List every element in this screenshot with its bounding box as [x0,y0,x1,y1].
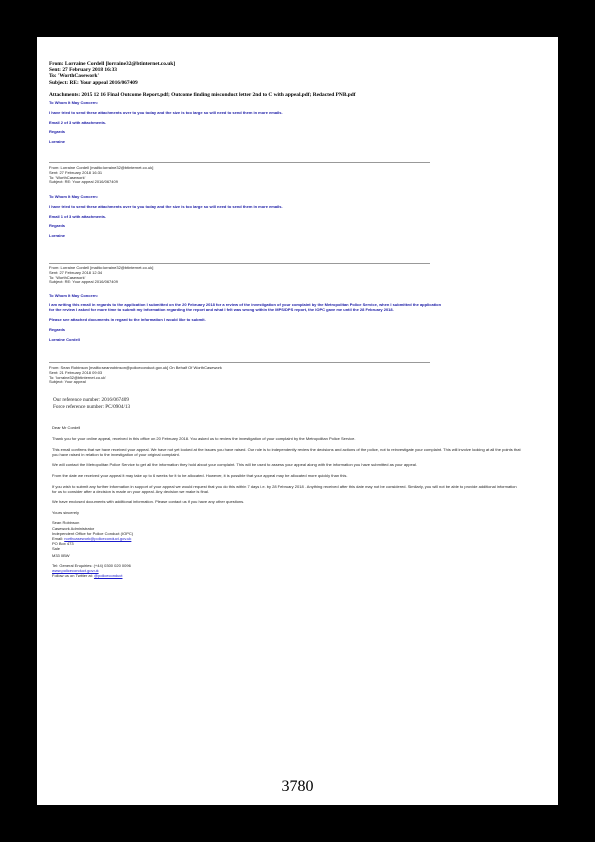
email-2-line1: I have tried to send these attachments over to you today and the size is too large so will need to send them in more emails. [49,203,283,209]
website-link[interactable]: www.policeconduct.gov.uk [52,568,99,574]
email-2-greeting: To Whom It May Concern: [49,194,99,199]
email-4-subject: Subject: Your appeal [49,379,86,385]
divider [49,162,430,163]
email-3-to: To: 'WorthCasework' [49,274,86,280]
telephone: Tel: General Enquiries: (+44) 0300 020 0096 [52,563,131,569]
email-4-header [49,366,459,385]
email-1-sent: Sent: 27 February 2018 16:33 [49,67,117,74]
force-reference: Force reference number: PC/0904/13 [53,403,131,410]
email-1-name: Lorraine [49,139,66,145]
salutation: Dear Mr Cordell [52,425,81,430]
email-3-name: Lorraine Cordell [49,336,80,342]
divider [49,362,430,363]
email-1-body [49,100,459,144]
email-2-sent: Sent: 27 February 2018 16:31 [49,169,103,175]
email-link[interactable]: northcasework@policeconduct.gov.uk [64,535,132,541]
email-3-greeting: To Whom It May Concern: [49,293,99,298]
email-1-from: From: Lorraine Cordell [lorraine32@btinternet.co.uk] [49,61,176,67]
email-1-header [49,61,459,98]
paragraph-3: We will contact the Metropolitan Police Service to get all the information they hold about your complaint. This will be used to assess your appeal along with the information you have submitted as your appeal. [52,462,417,468]
paragraph-1: Thank you for your online appeal, received in this office on 20 February 2018. You asked us to review the investigation of your complaint by the Metropolitan Police Service. [52,436,356,442]
signature-org: Independent Office for Police Conduct (IOPC) [52,530,134,536]
email-2-from: From: Lorraine Cordell [mailto:lorraine32@btinternet.co.uk] [49,165,154,170]
email-1-line1: I have tried to send these attachments over to you today and the size is too large so will need to send them in more emails. [49,109,283,115]
email-1-regards: Regards [49,129,66,135]
paragraph-6: We have enclosed documents with additional information. Please contact us if you have any other questions. [52,499,245,505]
signoff: Yours sincerely [52,509,79,515]
email-3-from: From: Lorraine Cordell [mailto:lorraine32@btinternet.co.uk] [49,265,154,270]
email-3-body [49,293,444,342]
twitter-line [52,573,522,578]
email-1-to: To: 'WorthCasework' [49,73,99,80]
email-2-subject: Subject: RE: Your appeal 2016/067409 [49,179,118,185]
email-3-sent: Sent: 27 February 2018 12:34 [49,269,103,275]
signature-role: Casework Administrator [52,525,95,531]
email-2-to: To: 'WorthCasework' [49,174,86,180]
letter-body [52,425,522,578]
email-1-line2: Email 2 of 3 with attachments. [49,119,107,125]
email-4-to: To: 'lorraine32@btinternet.co.uk' [49,374,107,380]
paragraph-5: If you wish to submit any further information in support of your appeal we would request that you do this within 7 days i.e. by 28 February 2018 . Anything received after this date may not be considered. Similarly, you will not be able to provide additional information for us to consider after a decision is made on your appeal. Any decision we make is final. [52,483,517,494]
email-4-sent: Sent: 21 February 2018 09:03 [49,369,103,375]
email-3-line1: I am writing this email in regards to the application I submitted on the 20 February 2018 for a review of the investigation of your complaint by the Metropolitan Police Service, when I submitted the application for the review I asked for more time to submit my information regarding the report and what I felt was wrong within the MPS/DPS report, the IOPC gave me until the 28 February 2018. [49,301,442,312]
email-3-subject: Subject: RE: Your appeal 2016/067409 [49,279,118,285]
twitter-label: Follow us on Twitter at: [52,573,94,579]
email-2-header [49,166,459,185]
email-1-subject: Subject: RE: Your appeal 2016/067409 [49,79,138,86]
email-label: Email: [52,535,65,541]
our-reference: Our reference number: 2016/067409 [53,397,129,403]
email-2-regards: Regards [49,223,66,229]
email-3-line2: Please see attached documents in regard to the information I would like to submit. [49,316,206,322]
paragraph-2: This email confirms that we have received your appeal. We have not yet looked at the issues you have raised. Our role is to independently review the decisions and actions of the police, not to reinvestigate your complaint. This will involve looking at all the points that you have raised in relation to the investigation of your original complaint. [52,446,521,457]
email-4-from: From: Sean Robinson [mailto:seanrobinson@policeconduct.gov.uk] On Behalf Of WorthCasework [49,365,222,370]
email-1-greeting: To Whom It May Concern: [49,100,99,105]
reference-numbers [53,397,130,411]
email-3-header [49,266,459,285]
email-1-attachments: Attachments: 2015 12 16 Final Outcome Report.pdf; Outcome finding misconduct letter 2nd to C with appeal.pdf; Redacted PNB.pdf [49,91,356,98]
email-3-regards: Regards [49,326,66,332]
document-page [37,37,558,805]
paragraph-4: From the date we received your appeal it may take up to 6 weeks for it to be allocated. However, it is possible that your appeal may be allocated more quickly than this. [52,472,348,478]
page-number: 3780 [281,778,314,795]
postcode: M33 0BW [52,553,70,558]
signature-name: Sean Robinson [52,520,80,526]
twitter-link[interactable]: @policeconduct [93,573,123,579]
po-box: PO Box 473 [52,540,74,546]
city: Sale [52,545,61,551]
email-2-name: Lorraine [49,233,66,239]
divider [49,263,430,264]
email-2-line2: Email 1 of 3 with attachments. [49,213,107,219]
email-2-body [49,194,459,238]
